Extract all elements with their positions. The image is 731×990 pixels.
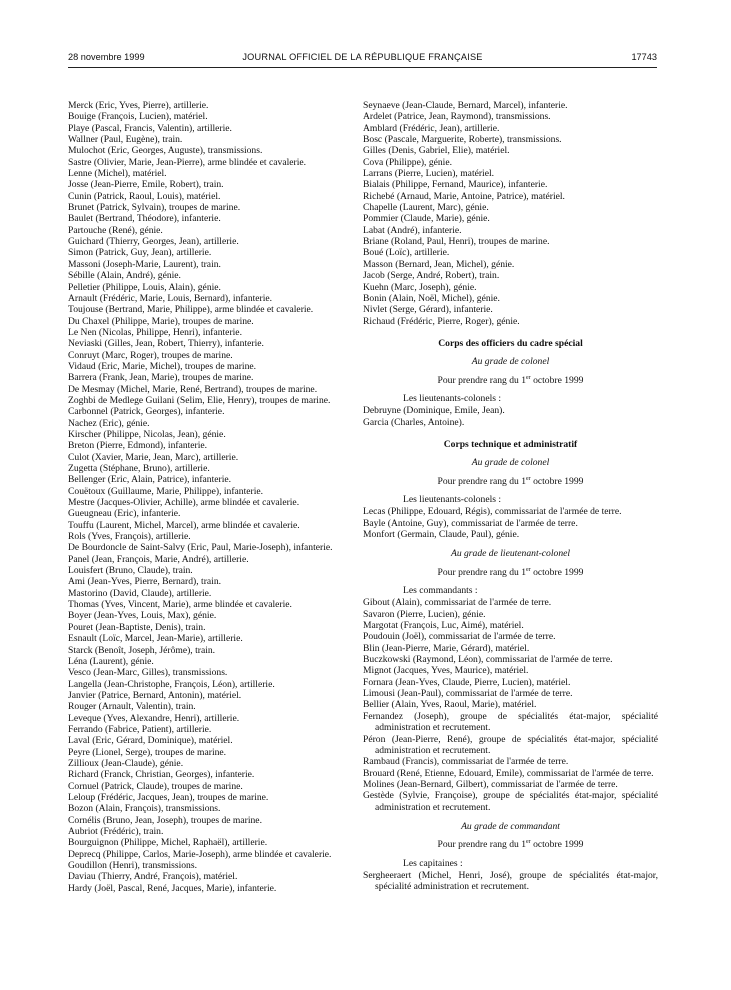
list-item: Hardy (Joël, Pascal, René, Jacques, Marie), infanterie. [68,882,277,894]
list-item: Monfort (Germain, Claude, Paul), génie. [363,529,520,540]
list-item: Molines (Jean-Bernard, Gilbert), commissariat de l'armée de terre. [363,778,618,790]
list-item: Pommier (Claude, Marie), génie. [363,213,490,225]
list-item: Sébille (Alain, André), génie. [68,270,181,282]
section-cadre-special [363,338,658,428]
list-item: Conruyt (Marc, Roger), troupes de marine. [68,349,233,361]
list-item: Zugetta (Stéphane, Bruno), artillerie. [68,463,210,474]
list-item: Cova (Philippe), génie. [363,156,452,168]
list-item: Panel (Jean, François, Marie, André), artillerie. [68,553,249,565]
left-column [68,100,363,894]
list-item: Buczkowski (Raymond, Léon), commissariat de l'armée de terre. [363,654,613,666]
list-item: Blin (Jean-Pierre, Marie, Gérard), matériel. [363,642,530,654]
list-item: Merck (Eric, Yves, Pierre), artillerie. [68,100,209,111]
grade-heading: Au grade de lieutenant-colonel [450,548,571,560]
list-item: Barrera (Frank, Jean, Marie), troupes de marine. [68,372,254,384]
list-item: Bosc (Pascale, Marguerite, Roberte), transmissions. [363,134,562,146]
list-item: Bialais (Philippe, Fernand, Maurice), infanterie. [363,179,548,191]
rang-line: Pour prendre rang du 1er octobre 1999 [437,475,584,487]
list-item: Chapelle (Laurent, Marc), génie. [363,202,489,214]
list-item: Peyre (Lionel, Serge), troupes de marine. [68,746,227,758]
list-item: Carbonnel (Patrick, Georges), infanterie. [68,406,225,418]
list-item: Neviaski (Gilles, Jean, Robert, Thierry), infanterie. [68,338,264,350]
list-item: Cunin (Patrick, Raoul, Louis), matériel. [68,190,221,202]
page-header [68,52,657,66]
list-item: Léna (Laurent), génie. [68,655,154,667]
list-item: Partouche (René), génie. [68,224,163,236]
rank-label: Les lieutenants-colonels : [403,493,502,505]
list-item: Pouret (Jean-Baptiste, Denis), train. [68,621,206,633]
list-item: De Mesmay (Michel, Marie, René, Bertrand), troupes de marine. [68,383,318,395]
list-item: Richard (Franck, Christian, Georges), infanterie. [68,769,255,781]
list-item: Savaron (Pierre, Lucien), génie. [363,608,486,620]
list-item: Mestre (Jacques-Olivier, Achille), arme blindée et cavalerie. [68,497,300,509]
list-item: Jacob (Serge, André, Robert), train. [363,270,500,282]
list-item: Péron (Jean-Pierre, René), groupe de spécialités état-major, spécialité administration et recrutement. [363,733,658,756]
list-item: Limousi (Jean-Paul), commissariat de l'armée de terre. [363,688,573,700]
list-item: Richebé (Arnaud, Marie, Antoine, Patrice), matériel. [363,190,565,202]
rang-line: Pour prendre rang du 1er octobre 1999 [437,374,584,386]
list-item: Starck (Benoît, Joseph, Jérôme), train. [68,644,216,656]
grade-heading: Au grade de colonel [471,457,550,469]
list-item: Bellenger (Eric, Alain, Patrice), infanterie. [68,474,232,486]
list-item: Nachez (Eric), génie. [68,417,150,429]
rank-label: Les lieutenants-colonels : [403,392,502,404]
list-item: Zillioux (Jean-Claude), génie. [68,757,184,769]
list-item: Lecas (Philippe, Edouard, Régis), commissariat de l'armée de terre. [363,506,622,518]
list-item: De Bourdoncle de Saint-Salvy (Eric, Paul, Marie-Joseph), infanterie. [68,542,333,554]
list-item: Le Nen (Nicolas, Philippe, Henri), infanterie. [68,326,242,338]
list-item: Cornélis (Bruno, Jean, Joseph), troupes de marine. [68,814,262,826]
list-item: Daviau (Thierry, André, François), matériel. [68,871,238,883]
rang-line: Pour prendre rang du 1er octobre 1999 [437,566,584,578]
list-item: Brouard (René, Etienne, Edouard, Emile), commissariat de l'armée de terre. [363,767,654,779]
entries-list [363,870,658,893]
list-item: Briane (Roland, Paul, Henri), troupes de marine. [363,236,550,248]
list-item: Guichard (Thierry, Georges, Jean), artillerie. [68,236,239,248]
list-item: Pelletier (Philippe, Louis, Alain), génie. [68,281,221,293]
list-item: Gestède (Sylvie, Françoise), groupe de spécialités état-major, spécialité administration et recrutement. [363,790,658,813]
header-title: JOURNAL OFFICIEL DE LA RÉPUBLIQUE FRANÇAISE [242,52,483,62]
header-rule [68,67,657,68]
list-item: Rambaud (Francis), commissariat de l'armée de terre. [363,756,569,768]
list-item: Massoni (Joseph-Marie, Laurent), train. [68,258,221,270]
list-item: Louisfert (Bruno, Claude), train. [68,565,193,577]
grade-heading: Au grade de colonel [471,356,550,368]
list-item: Langella (Jean-Christophe, François, Léon), artillerie. [68,678,275,690]
list-item: Zoghbi de Medlege Guilani (Selim, Elie, Henry), troupes de marine. [68,394,331,406]
list-item: Larrans (Pierre, Lucien), matériel. [363,168,495,180]
list-item: Du Chaxel (Philippe, Marie), troupes de marine. [68,315,254,327]
list-item: Simon (Patrick, Guy, Jean), artillerie. [68,247,212,259]
entries-list [363,506,658,540]
list-item: Mignot (Jacques, Yves, Maurice), matériel. [363,665,529,677]
list-item: Amblard (Frédéric, Jean), artillerie. [363,122,500,134]
list-item: Thomas (Yves, Vincent, Marie), arme blindée et cavalerie. [68,599,292,611]
list-item: Bonin (Alain, Noël, Michel), génie. [363,292,500,304]
list-item: Ferrando (Fabrice, Patient), artillerie. [68,723,212,735]
list-item: Goudillon (Henri), transmissions. [68,860,197,872]
section-title: Corps technique et administratif [443,438,578,450]
right-column [363,100,658,893]
rank-label: Les commandants : [403,585,478,597]
list-item: Arnault (Frédéric, Marie, Louis, Bernard), infanterie. [68,292,273,304]
list-item: Gueugneau (Eric), infanterie. [68,508,181,520]
list-item: Cornuel (Patrick, Claude), troupes de marine. [68,780,243,792]
list-item: Esnault (Loïc, Marcel, Jean-Marie), artillerie. [68,633,243,645]
list-item: Margotat (François, Luc, Aimé), matériel. [363,620,524,632]
list-item: Sergheeraert (Michel, Henri, José), groupe de spécialités état-major, spécialité administration et recrutement. [363,869,658,893]
list-item: Bouige (François, Lucien), matériel. [68,111,208,123]
list-item: Leveque (Yves, Alexandre, Henri), artillerie. [68,712,240,724]
header-date: 28 novembre 1999 [68,52,145,62]
list-item: Debruyne (Dominique, Emile, Jean). [363,405,505,417]
list-item: Ardelet (Patrice, Jean, Raymond), transmissions. [363,111,551,123]
list-item: Bellier (Alain, Yves, Raoul, Marie), matériel. [363,699,537,711]
rank-label: Les capitaines : [403,857,463,869]
list-item: Laval (Eric, Gérard, Dominique), matériel. [68,735,233,747]
header-page-number: 17743 [631,52,657,62]
list-item: Seynaeve (Jean-Claude, Bernard, Marcel), infanterie. [363,100,568,111]
list-item: Labat (André), infanterie. [363,224,462,236]
section-title: Corps des officiers du cadre spécial [438,337,583,349]
section-technique-administratif [363,439,658,893]
list-item: Poudouin (Joël), commissariat de l'armée de terre. [363,631,556,643]
list-item: Richaud (Frédéric, Pierre, Roger), génie. [363,315,520,327]
list-item: Gilles (Denis, Gabriel, Elie), matériel. [363,145,510,157]
list-item: Bayle (Antoine, Guy), commissariat de l'armée de terre. [363,517,578,529]
grade-heading: Au grade de commandant [461,820,560,832]
list-item: Baulet (Bertrand, Théodore), infanterie. [68,213,221,225]
list-item: Rouger (Arnault, Valentin), train. [68,701,196,713]
list-item: Touffu (Laurent, Michel, Marcel), arme blindée et cavalerie. [68,519,300,531]
list-item: Vidaud (Eric, Marie, Michel), troupes de marine. [68,360,257,372]
list-item: Boué (Loïc), artillerie. [363,247,450,259]
list-item: Vesco (Jean-Marc, Gilles), transmissions. [68,667,228,679]
list-item: Fernandez (Joseph), groupe de spécialités état-major, spécialité administration et recrutement. [363,710,658,734]
list-item: Nivlet (Serge, Gérard), infanterie. [363,304,493,316]
entries-list [363,405,658,428]
list-item: Wallner (Paul, Eugène), train. [68,134,183,146]
list-item: Ami (Jean-Yves, Pierre, Bernard), train. [68,576,222,588]
list-item: Brunet (Patrick, Sylvain), troupes de marine. [68,202,241,214]
entries-list [363,597,658,813]
list-item: Josse (Jean-Pierre, Emile, Robert), train. [68,179,224,191]
list-item: Aubriot (Frédéric), train. [68,826,164,837]
list-item: Lenne (Michel), matériel. [68,168,167,180]
list-item: Leloup (Frédéric, Jacques, Jean), troupes de marine. [68,791,269,803]
list-item: Gibout (Alain), commissariat de l'armée de terre. [363,597,552,609]
list-item: Culot (Xavier, Marie, Jean, Marc), artillerie. [68,451,239,463]
list-item: Bourguignon (Philippe, Michel, Raphaël), artillerie. [68,837,268,849]
rang-line: Pour prendre rang du 1er octobre 1999 [437,839,584,851]
list-item: Boyer (Jean-Yves, Louis, Max), génie. [68,610,217,622]
list-item: Kirscher (Philippe, Nicolas, Jean), génie. [68,428,226,440]
list-item: Playe (Pascal, Francis, Valentin), artillerie. [68,122,232,134]
list-item: Rols (Yves, François), artillerie. [68,531,191,543]
right-entries-list [363,100,658,327]
list-item: Breton (Pierre, Edmond), infanterie. [68,440,208,452]
list-item: Toujouse (Bertrand, Marie, Philippe), arme blindée et cavalerie. [68,304,314,316]
list-item: Kuehn (Marc, Joseph), génie. [363,281,477,293]
list-item: Couëtoux (Guillaume, Marie, Philippe), infanterie. [68,485,264,497]
list-item: Fornara (Jean-Yves, Claude, Pierre, Lucien), matériel. [363,676,571,688]
list-item: Garcia (Charles, Antoine). [363,416,465,428]
list-item: Masson (Bernard, Jean, Michel), génie. [363,258,515,270]
list-item: Mulochot (Eric, Georges, Auguste), transmissions. [68,145,263,157]
list-item: Deprecq (Philippe, Carlos, Marie-Joseph), arme blindée et cavalerie. [68,848,332,860]
list-item: Sastre (Olivier, Marie, Jean-Pierre), arme blindée et cavalerie. [68,156,307,168]
list-item: Bozon (Alain, François), transmissions. [68,803,221,815]
list-item: Janvier (Patrice, Bernard, Antonin), matériel. [68,689,242,701]
list-item: Mastorino (David, Claude), artillerie. [68,587,212,599]
